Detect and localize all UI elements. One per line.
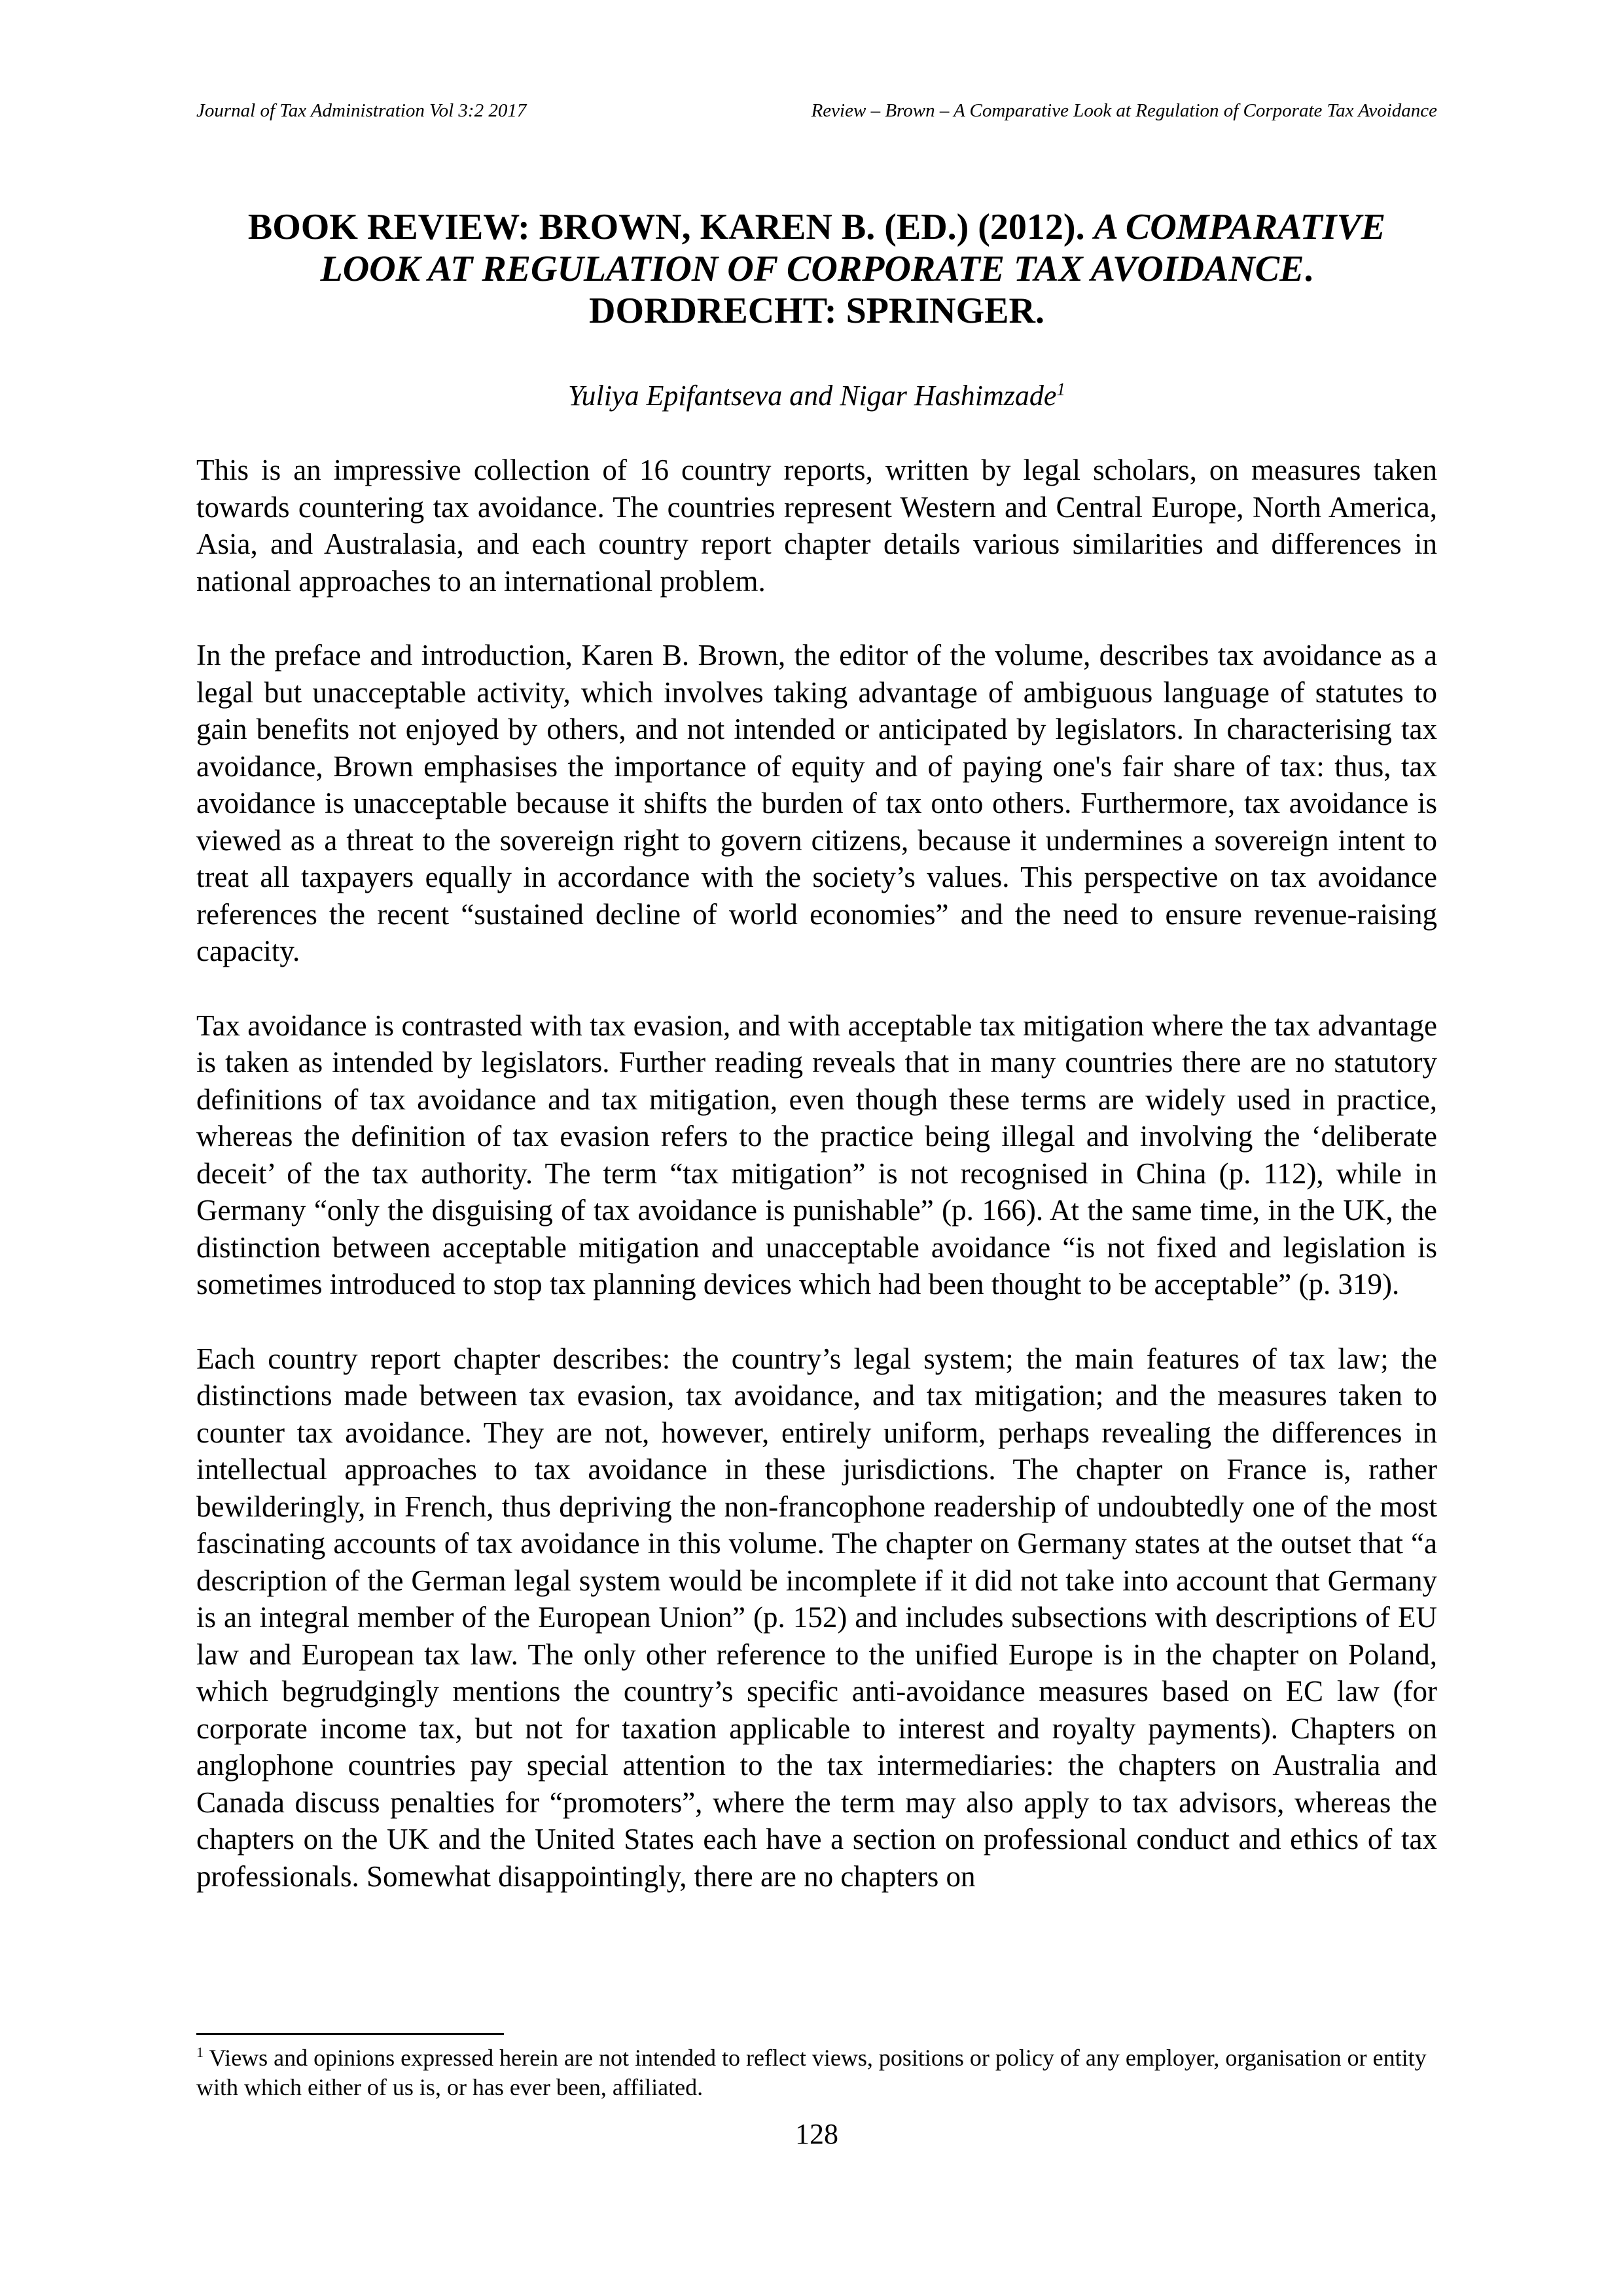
title-period: . xyxy=(1304,249,1313,289)
footnote-marker: 1 xyxy=(196,2044,204,2060)
title-book-name-part-2: LOOK AT REGULATION OF CORPORATE TAX AVOIDANCE xyxy=(320,249,1304,289)
footnote-divider xyxy=(196,2033,504,2035)
running-header xyxy=(196,96,1437,125)
author-names: Yuliya Epifantseva and Nigar Hashimzade xyxy=(568,380,1057,412)
paragraph-2: In the preface and introduction, Karen B. Brown, the editor of the volume, describes tax avoidance as a legal but unacceptable activity, which involves taking advantage of ambiguous language of statutes to gain benefits not enjoyed by others, and not intended or anticipated by legislators. In characterising tax avoidance, Brown emphasises the importance of equity and of paying one's fair share of tax: thus, tax avoidance is unacceptable because it shifts the burden of tax onto others. Furthermore, tax avoidance is viewed as a threat to the sovereign right to govern citizens, because it undermines a sovereign intent to treat all taxpayers equally in accordance with the society’s values. This perspective on tax avoidance references the recent “sustained decline of world economies” and the need to ensure revenue-raising capacity. xyxy=(196,639,1437,967)
review-body xyxy=(196,452,1437,1932)
footnote xyxy=(196,2043,1437,2102)
paragraph-4: Each country report chapter describes: the country’s legal system; the main features of tax law; the distinctions made between tax evasion, tax avoidance, and tax mitigation; and the measures taken to counter tax avoidance. They are not, however, entirely uniform, perhaps revealing the differences in intellectual approaches to tax avoidance in these jurisdictions. The chapter on France is, rather bewilderingly, in French, thus depriving the non-francophone readership of undoubtedly one of the most fascinating accounts of tax avoidance in this volume. The chapter on Germany states at the outset that “a description of the German legal system would be incomplete if it did not take into account that Germany is an integral member of the European Union” (p. 152) and includes subsections with descriptions of EU law and European tax law. The only other reference to the unified Europe is in the chapter on Poland, which begrudgingly mentions the country’s specific anti-avoidance measures based on EC law (for corporate income tax, but not for taxation applicable to interest and royalty payments). Chapters on anglophone countries pay special attention to the tax intermediaries: the chapters on Australia and Canada discuss penalties for “promoters”, where the term may also apply to tax advisors, whereas the chapters on the UK and the United States each have a section on professional conduct and ethics of tax professionals. Somewhat disappointingly, there are no chapters on xyxy=(196,1342,1437,1893)
paragraph-3: Tax avoidance is contrasted with tax evasion, and with acceptable tax mitigation where the tax advantage is taken as intended by legislators. Further reading reveals that in many countries there are no statutory definitions of tax avoidance and tax mitigation, even though these terms are widely used in practice, whereas the definition of tax evasion refers to the practice being illegal and involving the ‘deliberate deceit’ of the tax authority. The term “tax mitigation” is not recognised in China (p. 112), while in Germany “only the disguising of tax avoidance is punishable” (p. 166). At the same time, in the UK, the distinction between acceptable mitigation and unacceptable avoidance “is not fixed and legislation is sometimes introduced to stop tax planning devices which had been thought to be acceptable” (p. 319). xyxy=(196,1009,1437,1300)
title-citation: BOOK REVIEW: BROWN, KAREN B. (ED.) (2012). xyxy=(247,207,1094,247)
author-byline xyxy=(196,376,1437,416)
title-publisher: DORDRECHT: SPRINGER. xyxy=(589,291,1044,331)
title-line-2 xyxy=(196,248,1437,290)
journal-citation: Journal of Tax Administration Vol 3:2 2017 xyxy=(196,100,527,121)
article-title xyxy=(196,206,1437,332)
title-book-name-part-1: A COMPARATIVE xyxy=(1094,207,1386,247)
author-footnote-marker: 1 xyxy=(1056,379,1065,399)
review-running-title: Review – Brown – A Comparative Look at Regulation of Corporate Tax Avoidance xyxy=(811,100,1437,121)
title-line-3 xyxy=(196,290,1437,332)
page-number: 128 xyxy=(795,2118,838,2150)
title-line-1 xyxy=(196,206,1437,248)
paragraph-1: This is an impressive collection of 16 country reports, written by legal scholars, on measures taken towards countering tax avoidance. The countries represent Western and Central Europe, North America, Asia, and Australasia, and each country report chapter details various similarities and differences in national approaches to an international problem. xyxy=(196,454,1437,598)
footnote-text: Views and opinions expressed herein are not intended to reflect views, positions or policy of any employer, organisation or entity with which either of us is, or has ever been, affiliated. xyxy=(196,2045,1427,2100)
